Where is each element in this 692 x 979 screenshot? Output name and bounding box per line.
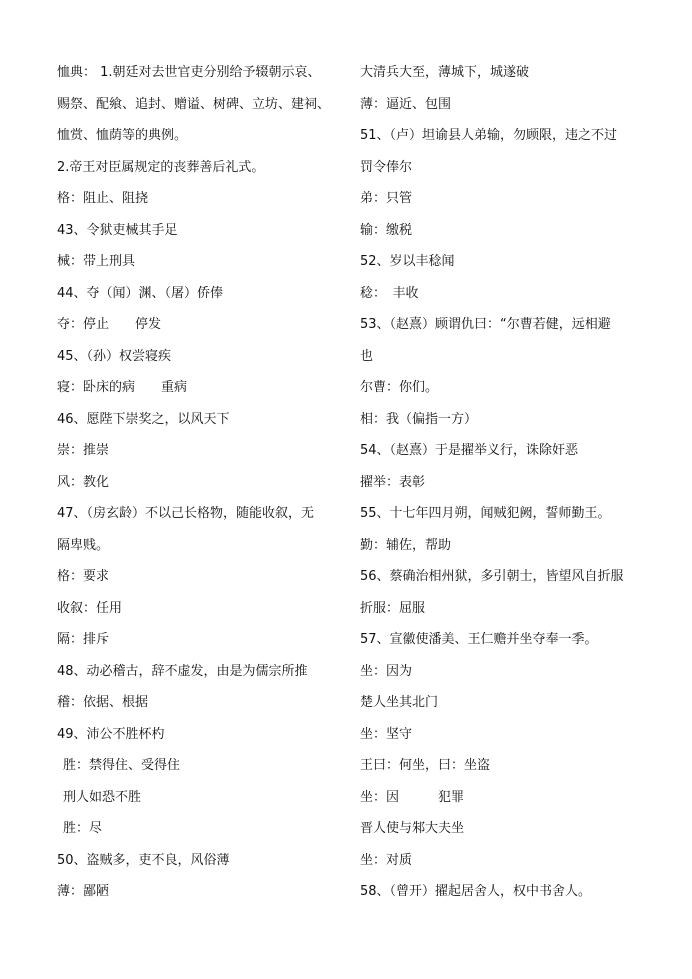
text-line: 坐：因为	[360, 663, 413, 679]
text-line: 夺：停止 停发	[57, 317, 162, 332]
text-line: 57、宣徽使潘美、王仁赡并坐夺奉一季。	[360, 632, 598, 647]
text-line: 43、令狱吏械其手足	[57, 222, 178, 238]
left-column	[57, 57, 347, 908]
text-line: 勤：辅佐，帮助	[360, 537, 452, 553]
text-line: 胜：尽	[63, 821, 103, 836]
text-line: 格：阻止、阻挠	[57, 191, 149, 206]
text-line: 45、（孙）权尝寝疾	[57, 348, 172, 364]
text-line: 坐：因 犯罪	[360, 789, 465, 805]
text-line: 52、岁以丰稔闻	[360, 254, 455, 269]
text-line: 崇：推崇	[57, 443, 110, 458]
text-line: 44、夺（闻）渊、（屠）侨俸	[57, 285, 224, 301]
text-line: 50、盗贼多，吏不良，风俗薄	[57, 852, 230, 868]
text-line: 胜：禁得住、受得住	[63, 758, 181, 773]
text-line: 56、蔡确治相州狱，多引朝士，皆望风自折服	[360, 569, 624, 584]
text-line: 格：要求	[57, 569, 110, 584]
text-line: 隔卑贱。	[57, 537, 110, 553]
text-line: 53、（赵熹）顾谓仇曰：“尔曹若健，远相避	[360, 317, 611, 332]
text-line: 隔：排斥	[57, 632, 110, 647]
text-line: 恤典： 1.朝廷对去世官吏分别给予辍朝示哀、	[57, 65, 321, 80]
text-line: 赐祭、配飨、追封、赠谥、树碑、立坊、建祠、	[57, 96, 331, 112]
text-line: 收叙：任用	[57, 600, 123, 616]
text-line: 风：教化	[57, 474, 110, 490]
text-line: 48、动必稽古，辞不虚发，由是为儒宗所推	[57, 663, 308, 679]
text-line: 刑人如恐不胜	[63, 789, 142, 805]
text-line: 输：缴税	[360, 222, 413, 238]
text-line: 械：带上刑具	[57, 254, 136, 269]
text-line: 尔曹：你们。	[360, 380, 439, 395]
text-line: 王曰：何坐，曰：坐盗	[360, 758, 491, 773]
text-line: 也	[360, 348, 374, 364]
text-line: 51、（卢）坦谕县人弟输，勿顾限，违之不过	[360, 128, 618, 143]
text-line: 稽：依据、根据	[57, 695, 149, 710]
text-line: 坐：对质	[360, 852, 413, 868]
text-line: 恤赏、恤荫等的典例。	[57, 128, 188, 143]
text-line: 薄：鄙陋	[57, 884, 110, 899]
text-line: 寝：卧床的病 重病	[57, 380, 188, 395]
text-line: 相：我（偏指一方）	[360, 411, 478, 427]
text-line: 坐：坚守	[360, 726, 413, 742]
text-line: 稔： 丰收	[360, 285, 419, 301]
text-line: 楚人坐其北门	[360, 695, 439, 710]
text-line: 2.帝王对臣属规定的丧葬善后礼式。	[57, 159, 265, 175]
right-column	[360, 57, 650, 908]
text-line: 薄：逼近、包围	[360, 96, 452, 112]
text-line: 弟：只管	[360, 191, 413, 206]
text-line: 擢举：表彰	[360, 474, 426, 490]
text-line: 49、沛公不胜杯杓	[57, 726, 165, 742]
text-line: 罚令俸尔	[360, 159, 413, 175]
text-line: 46、愿陛下崇奖之，以风天下	[57, 411, 230, 427]
text-line: 54、（赵熹）于是擢举义行，诛除奸恶	[360, 443, 579, 458]
text-line: 折服：屈服	[360, 600, 426, 616]
text-line: 47、（房玄龄）不以己长格物，随能收叙，无	[57, 506, 315, 521]
text-line: 大清兵大至，薄城下，城遂破	[360, 65, 530, 80]
text-line: 58、（曾开）擢起居舍人，权中书舍人。	[360, 884, 592, 899]
text-line: 晋人使与邾大夫坐	[360, 821, 465, 836]
text-line: 55、十七年四月朔，闻贼犯阙，誓师勤王。	[360, 506, 611, 521]
